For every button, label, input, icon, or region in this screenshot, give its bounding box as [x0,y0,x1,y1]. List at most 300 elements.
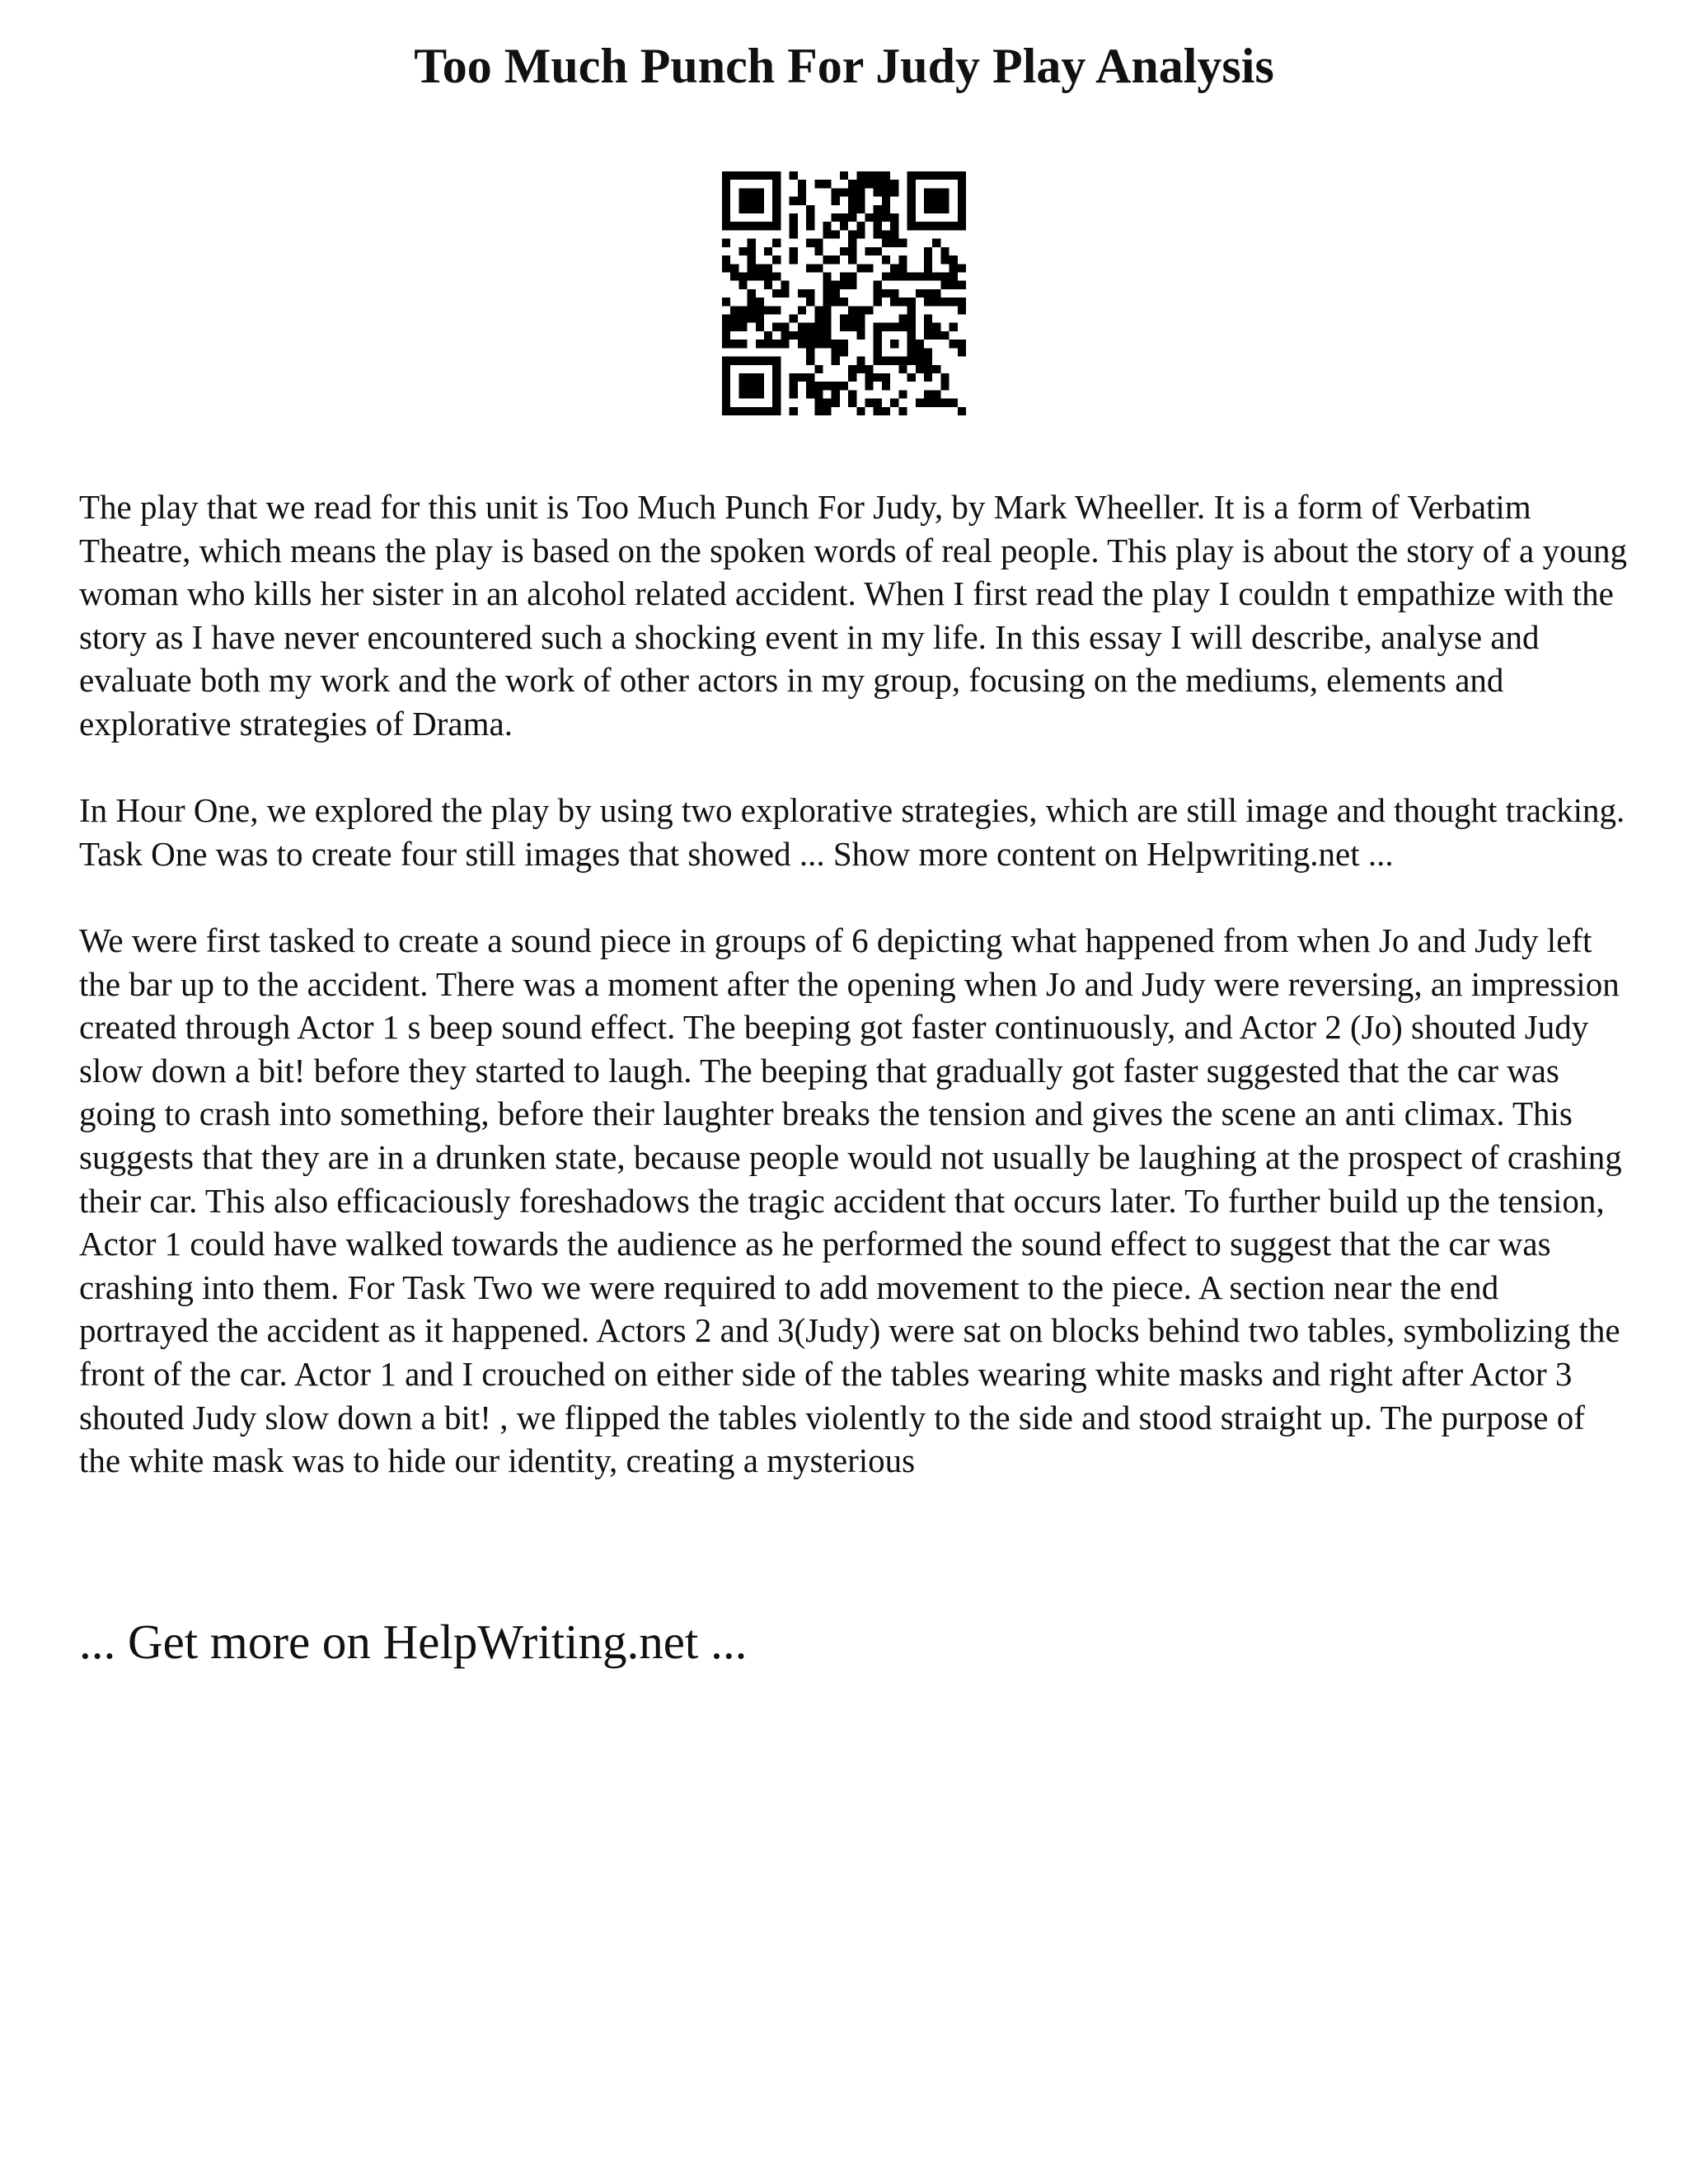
qr-module [898,323,907,331]
qr-module [916,365,924,373]
qr-module [848,188,856,196]
qr-module [924,373,932,382]
qr-module [823,281,831,289]
qr-module [907,357,916,365]
qr-module [940,382,949,390]
qr-module [932,171,940,180]
qr-module [764,306,772,314]
qr-module [848,390,856,398]
qr-module [916,289,924,298]
qr-module [798,188,806,196]
qr-module [764,272,772,280]
qr-module [958,213,966,222]
qr-module [748,171,756,180]
qr-module [814,382,823,390]
qr-module [772,180,781,188]
qr-module [958,188,966,196]
qr-module [950,272,958,280]
qr-module [806,289,814,298]
qr-module [764,340,772,348]
qr-module [958,197,966,205]
qr-module [756,298,764,306]
qr-module [790,315,798,323]
qr-module [856,365,865,373]
qr-module [832,357,840,365]
qr-module [865,171,874,180]
qr-module [722,188,730,196]
qr-module [798,340,806,348]
qr-module [907,272,916,280]
qr-module [772,239,781,247]
hour-one-paragraph: In Hour One, we explored the play by using two explorative strategies, which are still image and thought tracking. Task One was to create four still images that showed ... Show more content on Helpwriting.net ... [79,791,1625,873]
page-title: Too Much Punch For Judy Play Analysis [414,39,1274,93]
qr-module [748,315,756,323]
qr-module [722,365,730,373]
qr-module [748,247,756,255]
qr-module [916,272,924,280]
qr-module [764,281,772,289]
qr-module [932,272,940,280]
qr-module [932,205,940,213]
qr-module [874,357,882,365]
qr-module [814,331,823,340]
qr-module [890,180,898,188]
qr-module [748,205,756,213]
qr-module [756,357,764,365]
qr-module [898,272,907,280]
qr-module [798,331,806,340]
qr-module [730,306,738,314]
qr-module [722,205,730,213]
qr-module [748,373,756,382]
qr-module [916,357,924,365]
qr-module [772,272,781,280]
qr-module [958,340,966,348]
qr-module [738,205,747,213]
qr-module [856,197,865,205]
qr-module [798,197,806,205]
qr-module [874,222,882,230]
qr-module [898,390,907,398]
qr-module [790,255,798,264]
qr-module [958,407,966,415]
qr-module [772,171,781,180]
qr-module [940,331,949,340]
qr-module [748,255,756,264]
qr-module [823,180,831,188]
qr-module [798,373,806,382]
qr-module [832,340,840,348]
qr-module [738,272,747,280]
qr-module [832,289,840,298]
qr-module [950,340,958,348]
qr-module [848,239,856,247]
qr-module [898,264,907,272]
qr-module [890,213,898,222]
qr-module [738,407,747,415]
qr-module [890,264,898,272]
qr-module [738,281,747,289]
qr-module [950,323,958,331]
qr-module [730,171,738,180]
qr-module [832,382,840,390]
qr-module [764,222,772,230]
qr-module [722,407,730,415]
qr-module [907,340,916,348]
qr-module [756,197,764,205]
qr-module [882,323,890,331]
qr-module [940,205,949,213]
qr-module [890,399,898,407]
qr-module [907,180,916,188]
qr-module [772,390,781,398]
qr-module [874,323,882,331]
qr-module [790,222,798,230]
qr-module [890,323,898,331]
qr-module [823,323,831,331]
qr-module [865,264,874,272]
qr-module [865,213,874,222]
qr-module [932,222,940,230]
qr-module [756,373,764,382]
qr-module [874,205,882,213]
qr-module [924,197,932,205]
qr-module [932,365,940,373]
qr-module [950,171,958,180]
qr-module [748,188,756,196]
qr-module [890,188,898,196]
qr-module [898,255,907,264]
qr-module [814,399,823,407]
qr-module [874,340,882,348]
qr-module [924,348,932,356]
qr-module [832,188,840,196]
qr-module [814,264,823,272]
qr-module [772,306,781,314]
qr-module [823,222,831,230]
qr-module [907,315,916,323]
qr-module [722,222,730,230]
qr-module [924,365,932,373]
qr-module [823,315,831,323]
qr-module [772,205,781,213]
qr-module [856,315,865,323]
qr-module [890,239,898,247]
qr-module [832,348,840,356]
qr-module [738,197,747,205]
qr-module [823,255,831,264]
qr-module [756,272,764,280]
qr-module [832,197,840,205]
sound-piece-paragraph: We were first tasked to create a sound piece in groups of 6 depicting what happened from when Jo and Judy left the bar up to the accident. There was a moment after the opening when Jo and Judy were reversing, an impression created through Actor 1 s beep sound effect. The beeping got faster continuously, and Actor 2 (Jo) shouted Judy slow down a bit! before they started to laugh. The beeping that gradually got faster suggested that the car was going to crash into something, before their laughter breaks the tension and gives the scene an anti climax. This suggests that they are in a drunken state, because people would not usually be laughing at the prospect of crashing their car. This also efficaciously foreshadows the tragic accident that occurs later. To further build up the tension, Actor 1 could have walked towards the audience as he performed the sound effect to suggest that the car was crashing into them. For Task Two we were required to add movement to the piece. A section near the end portrayed the accident as it happened. Actors 2 and 3(Judy) were sat on blocks behind two tables, symbolizing the front of the car. Actor 1 and I crouched on either side of the tables wearing white masks and right after Actor 3 shouted Judy slow down a bit! , we flipped the tables violently to the side and stood straight up. The purpose of the white mask was to hide our identity, creating a mysterious [79,921,1622,1480]
qr-module [748,407,756,415]
qr-module [874,230,882,238]
qr-module [772,340,781,348]
qr-module [814,247,823,255]
qr-module [738,188,747,196]
qr-module [814,407,823,415]
qr-module [932,289,940,298]
qr-module [924,298,932,306]
qr-module [848,213,856,222]
qr-module [823,331,831,340]
qr-module [814,390,823,398]
qr-module [907,213,916,222]
qr-module [756,222,764,230]
qr-module [832,281,840,289]
qr-module [806,357,814,365]
qr-module [840,298,848,306]
qr-module [823,272,831,280]
qr-module [781,323,789,331]
qr-module [722,315,730,323]
qr-module [840,281,848,289]
qr-module [772,255,781,264]
qr-module [848,365,856,373]
qr-module [950,281,958,289]
qr-module [865,365,874,373]
qr-module [730,407,738,415]
qr-module [907,298,916,306]
qr-module [840,323,848,331]
qr-module [722,382,730,390]
qr-module [748,357,756,365]
qr-module [874,188,882,196]
qr-module [958,348,966,356]
qr-module [882,180,890,188]
qr-module [823,382,831,390]
qr-module [790,382,798,390]
qr-module [722,197,730,205]
qr-module [924,272,932,280]
qr-module [874,171,882,180]
qr-module [848,315,856,323]
qr-module [865,247,874,255]
qr-module [730,340,738,348]
qr-module [916,348,924,356]
qr-module [907,222,916,230]
qr-module [722,298,730,306]
qr-module [950,255,958,264]
qr-module [848,230,856,238]
qr-module [806,264,814,272]
qr-module [924,255,932,264]
qr-module [924,264,932,272]
qr-module [848,373,856,382]
qr-module [823,306,831,314]
qr-module [738,390,747,398]
qr-module [924,323,932,331]
qr-module [748,197,756,205]
qr-module [890,298,898,306]
qr-module [882,239,890,247]
qr-module [958,306,966,314]
qr-module [790,331,798,340]
qr-module [722,171,730,180]
qr-module [958,205,966,213]
qr-module [832,298,840,306]
qr-module [748,264,756,272]
qr-module [848,399,856,407]
qr-module [798,180,806,188]
qr-module [907,197,916,205]
qr-module [748,390,756,398]
qr-module [756,382,764,390]
qr-module [756,188,764,196]
qr-module [806,323,814,331]
qr-module [848,180,856,188]
qr-module [840,272,848,280]
qr-module [748,298,756,306]
qr-module [856,205,865,213]
qr-module [781,340,789,348]
qr-module [907,205,916,213]
qr-module [874,407,882,415]
qr-module [890,289,898,298]
qr-module [806,348,814,356]
qr-module [772,357,781,365]
qr-module [738,171,747,180]
qr-module [924,331,932,340]
qr-module [798,289,806,298]
qr-module [924,390,932,398]
qr-module [882,407,890,415]
qr-module [798,323,806,331]
qr-module [790,197,798,205]
qr-module [890,222,898,230]
qr-module [874,348,882,356]
qr-module [874,373,882,382]
qr-module [823,407,831,415]
qr-module [756,306,764,314]
qr-module [958,298,966,306]
qr-module [730,272,738,280]
qr-module [932,323,940,331]
qr-module [856,180,865,188]
get-more-link[interactable]: ... Get more on HelpWriting.net ... [79,1615,748,1669]
qr-module [907,188,916,196]
qr-module [832,230,840,238]
qr-module [924,205,932,213]
qr-module [738,340,747,348]
qr-module [823,399,831,407]
qr-module [856,306,865,314]
qr-module [882,197,890,205]
qr-module [756,171,764,180]
qr-module [738,315,747,323]
qr-module [790,247,798,255]
qr-module [748,382,756,390]
qr-module [916,222,924,230]
qr-module [940,281,949,289]
qr-module [856,230,865,238]
qr-module [848,205,856,213]
qr-module [898,239,907,247]
qr-module [840,340,848,348]
qr-module [924,289,932,298]
qr-module [823,298,831,306]
qr-module [738,382,747,390]
qr-module [756,264,764,272]
qr-module [932,298,940,306]
qr-module [916,171,924,180]
qr-module [772,382,781,390]
qr-module [848,272,856,280]
qr-module [730,357,738,365]
qr-module [848,281,856,289]
qr-module [958,180,966,188]
qr-module [907,331,916,340]
qr-module [848,255,856,264]
qr-module [730,323,738,331]
qr-module [722,255,730,264]
qr-module [798,306,806,314]
qr-module [874,298,882,306]
qr-module [940,298,949,306]
qr-module [814,365,823,373]
qr-module [882,357,890,365]
qr-module [924,399,932,407]
qr-module [874,213,882,222]
qr-module [764,407,772,415]
qr-module [924,222,932,230]
qr-module [722,264,730,272]
qr-module [940,171,949,180]
qr-module [907,348,916,356]
qr-module [806,213,814,222]
qr-module [856,331,865,340]
qr-module [958,264,966,272]
qr-module [882,213,890,222]
qr-module [907,373,916,382]
qr-module [814,180,823,188]
qr-module [924,247,932,255]
qr-module [806,222,814,230]
qr-module [738,373,747,382]
qr-module [722,399,730,407]
qr-module [882,171,890,180]
qr-module [832,213,840,222]
qr-module [940,373,949,382]
qr-module [772,197,781,205]
qr-module [840,222,848,230]
qr-module [958,222,966,230]
qr-module [738,247,747,255]
qr-module [865,180,874,188]
qr-module [856,323,865,331]
qr-module [848,247,856,255]
qr-module [823,230,831,238]
qr-module [806,298,814,306]
qr-module [756,315,764,323]
qr-module [738,222,747,230]
qr-module [940,188,949,196]
qr-module [907,171,916,180]
qr-module [764,264,772,272]
qr-module [940,197,949,205]
qr-module [874,281,882,289]
qr-module [738,306,747,314]
qr-module [950,298,958,306]
qr-module [722,180,730,188]
qr-module [748,289,756,298]
qr-module [924,188,932,196]
qr-module [958,281,966,289]
qr-module [874,289,882,298]
qr-module [882,188,890,196]
qr-module [865,382,874,390]
qr-module [806,340,814,348]
